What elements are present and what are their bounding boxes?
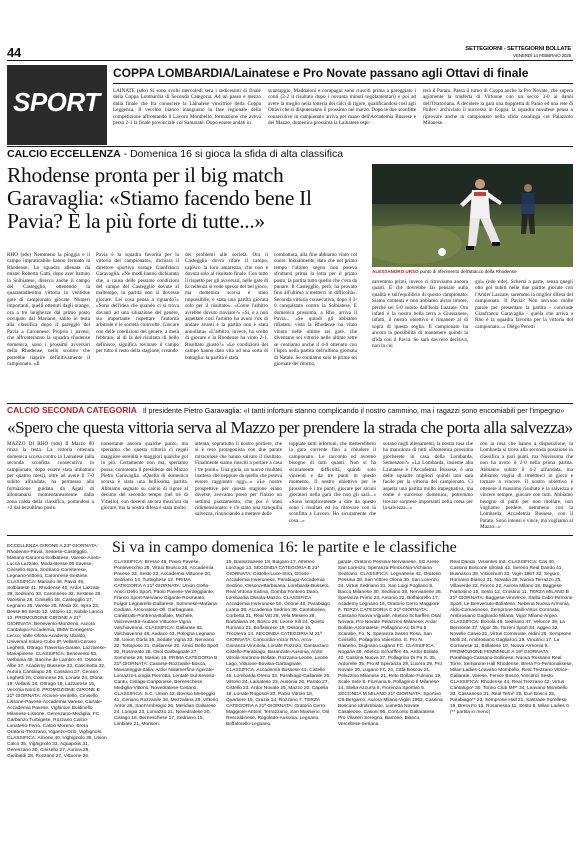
risultati-headline: Si va in campo domenica 16: le partite e le classifiche	[112, 539, 457, 556]
photo-caption-name: ALESSANDRO URSO	[372, 269, 419, 274]
sport-section-label: SPORT	[13, 87, 100, 117]
paper-name: SETTEGIORNI - SETTEGIORNI BOLLATE	[465, 46, 571, 52]
section-rule-2	[7, 403, 573, 404]
seconda-kicker-bold: CALCIO SECONDA CATEGORIA	[7, 405, 137, 415]
header-rule	[7, 60, 573, 61]
eccellenza-col-4: combattuta, alla fine abbiamo vinto col cuore. Inizialmente, dato che nel primo tempo l'ultimo segno non poteva sfruttarsi prima la lotta per il primo posto, la partita tutto quello che c'era da punare. Il Castegglio, però, ha provato fino all'ultimo a metterci in difficoltà». Seconda vittoria consecutiva, dopo il 3-0 conquistato contro la Solbiatese. E domenica prossima, a Rho, arriva il Pavia... «Se quindi gli abbiamo rifiatato, vista la Rhodense ha vinto vinuto nelle ultime sei gare, che diventano sei vittorie nelle ultime sette se contiamo anche il 4-0 ottenuto con l'Ispra nella partita dell'ultima giornata di Natale. Se contiamo solo le prime sei giornate del ritorno,	[274, 252, 357, 367]
eccellenza-col-3: dei problemi alle società. Ora il Castegglio dovrà rifare il campo, capisco la loro amarezza, che non è dovuta solo al risultato finale. Con tutto il rispetto per gli avversari, nelle gare di Eccellenza si vede spesso del bel gioco, ma domenica scorsa è stato impossibile, e stata una partita giocata solo per il risultato». «Come l'arbitro avrebbe dovuto rinviare?» «Sì, e a non aspettare così l'arbitro ha avuto l'ok di andare avanti e la partita non è stata annullata» «L'arbitro, invece, ha scelto di giocare e la Rhodense ha vinto 2-1. Risultato giusto?» «Le condizioni del campo hanno dato vita ad una sorta di battaglia: la partita è stata	[185, 252, 268, 361]
seconda-kicker-rest: Il presidente Pietro Garavaglia: «I tanti infortuni stanno complicando il nostro cammino, ma i ragazzi sono encomiabili per l'impegno»	[140, 406, 565, 415]
seconda-col-3: attenta, soprattutto il nostro portiere, che si è reso protagonista con due parate miracolose che hanno salvato il risultato. Finalmente siamo riusciti a portare a casa i tre punti». Una gioia, un nuovo risultato inatteso che neppure da quello che poteva essere raggiunto oggi...» «Le nostre prospettive per questa stagione erano diverse, avevamo preso per l'inizio un settimo piazzamento, che poi è stato ridimensionato; e c'è stato una tranquilla salvezza, rinunciando a mettere delle	[195, 441, 282, 518]
coppa-headline	[113, 66, 573, 80]
seconda-col-2: nonostante ancora qualche punto, ma speriamo che questa vittoria ci regali maggiore serenità e maggiori qualche gol in più. Certamente non ma, speriamo possa, commenta il presidente del Mazzo Pietro Garavaglia. «Quella di domenica scorsa è stata una bellissima partita. Abbiamo segnato su calcio di rigore al decimo del secondo tempo (nel tre di Vitiello), con docenti ancora mezz'ora da giocare, ma la nostra difesa è stata molto	[101, 441, 188, 512]
coppa-col-1: LAINATE (sdo) Si sono svolti mercoledì sera i sedicesimi di finale della Coppa Lombardia di Seconda Categoria. Ad un passo e mezzo dalla finale che fra conoscere la Lainatese vincitrice della Coppa Leggenza. Il vecchio bianco inanguono la fase regionale della competizione affrontando il Lavoro Mombello, formazione che aveva perso 2-1 la finale provinciale col Samaratè. Dopo essere andati in	[113, 88, 261, 127]
eccellenza-col-2: Pavia è la squadra favorita per la vittoria del campionato», dichiara il direttore sportivo orange Gianfranco Garavaglia. «Ne modi hanno dichiarato che, a causa delle pessime condizioni del campo del Castegglio dovute al maltempo, la partita non si dovesse giocare. Lei cosa pensa a riguardo?» «Sono dell'idea che quando ci si trova davanti ad una situazione del genere, sia importante rispettare l'autorità arbitrale e le società coinvolte. Giocare con delle condizioni del genere, a metà febbraio, al di là del risultato di bello definisce, significa rovinare il campo per tutto il resto della stagione, creando	[96, 252, 179, 355]
eccellenza-kicker-bold: CALCIO ECCELLENZA	[7, 148, 121, 160]
eccellenza-headline: Rhodense pronta per il big match Garavaglia: «Stiamo facendo bene Il Pavia? È la più forte di tutte...»	[7, 163, 312, 233]
seconda-col-4: toppiate tanti infortuni, che metterebbero la gara corrente fino a chiudere il campionato. Le racconto ed avremo bisogno di tutti quanti. Non si ha sicuramente difficoltà, quindi solo vincenti e da tre punti in questo momento. Il nostro obiettivo per le prossime è i tre punti, giocare per alcuni giocatori nella gara che non gli sarà...» «Sono semplicemente a dire da questo sono i risultati ed ha ritrovare con la sconfitta a Lavoro. Ho sicuramente che cosa...»	[289, 441, 376, 524]
risultati-col-5: Real Dando, Visiontes Ind. CLASSIFICA: Cas 40, Cassino Boscone Idrolab 42, Sereno Real Dando 41, Busnasco 38, Visionhum 33, Vigin 1967 32, Seguro, Romanio Bianco 31, Novatia 29, Nuova Terrazzo 25, Villaverde 22, Fiocco 22, Aurora Milano 18, Baggese Pantonino 15, Sesto 12, Crostino 11. TERZA MILANO B 21ª GIORNATA: Baggese-Vinnitrice, Stella Cabo-Pirmone Sport, Le Benvenuto-Bollatese, Nebena Nuova Armonia, Aldo-Comasinese, Semprone Malli-Virtus Coronata, Ambrosiano Gagliardo Milana, Vigor Milano-Argeo. CLASSIFICA: Bonola 48, Sedriano 47, Velocce 38, La Bennonte 37, Vigor 35, Torreni Sport 34, Aggeo 32, Novelle Calvio 31, Virtus Comonate, Aldini 25, Semprone Molli 24, Ambrosiano Gagliaroci 19, Vincitrici 17, La Cornarese 11, Bollatese 10, Nuova Armonia 9. PROMOZIONE FEMMINILE A 19ª GIORNATA: Parabiago-Cassano-Sollinese, Nuova Rossano Real Torre, Semprone Hall Rhodense, Brera Fo-Personalisese, Milan Ladies-Leavano Mombello, Real Trezzano Vitrice-Gallarate, Varese, Fenice Bosco, Vincitrici Sesto. CLASSIFICA: Rhodense 44, Real Trezzano 42, Virtus Cantalupo* 30, Torino Club MP* 34, Leavano Mombello 33, Cassanese 31, Real Terni* 28, Euri Bosco 25, Parabiago** 23, Semprone Hall 21, Sastrade Sorellese 19, Brera Fo 16, Rosanessa 11, Sesto 8, Milan Ladies 0. (** partita in meno)	[450, 560, 573, 715]
issue-date: VENERDÌ 14 FEBBRAIO 2025	[512, 53, 571, 58]
coppa-headline-bold: COPPA LOMBARDIA	[113, 66, 231, 80]
coppa-col-2: svantaggio, Maddaloni e compagni sono riusciti prima a pareggiare i conti (2-2 il risultato dopo i novanta minuti regolamentari) e poi ad avere la meglio nella lotteria dei calci di rigore, qualificandosi così agli Ottavi che si disputeranno il prossimo nel marzo. Dopo le due sconfitte consecutive in campionato arriva per mano dell'Accademia Bussese e del Mazzo, domenica prossima la Lainatese ospi-	[268, 88, 416, 127]
eccellenza-col-6: gol» (nde ride). Scherzi a parte, senza quegli otto gol subiti nelle due partite giocate con l'Amler Lazzate, saremmo la miglior difesa del campionato. Il Pavia? Non servono molte parole per presentare la partita - conclude Gianfranco Garavaglia - quella che arriva a Rho è la squadra favorita per la vittoria del campionato...» Diego Perotti	[475, 279, 573, 330]
seconda-headline: «Spero che questa vittoria serva al Mazzo per prendere la strada che porta alla salvezza»	[7, 418, 573, 437]
eccellenza-col-5: sarremmo primi, invece ci ritroviamo ancora quarti. E che dovrebbe far pensare sulla qualità e sull'equilibrio di questo campionato. Siamo contenti e non abbiamo alcun timore, perché sei 5-0 subito dall'Isola Lazzate. Ora infatti è la nostra bella terra a Giussanese, infatti, il nostro obiettivo è rimanere al di sopra di questa soglia. Il campionato ha ancora la possibilità di mantenere quindi la sfida con il Pavia. Se sarà davvero decisiva, non in cui	[372, 279, 468, 350]
photo-caption-text: punto di riferimento dell'attacco della Rhodense	[418, 269, 517, 274]
risultati-col-2: CLASSIFICA: Bresso 48, Paolo Pavese, Pontevecchio 26, Vittuo Brusco 25, Accademia Pavese 23, Sesto 22, Accademia Vittuone 20, Sedriano 14, Turbighese 12. PRIMA CATEGORIA A 21ª GIORNATA: Union Gorla-Amici Dello Sport, Paolo Pavese-Verdeggiante, Franco Sport-Nerviano Gigante-Rosmeato, Fulgor Legnarello-Gallarese, Sommese-Mariana-Cedrate, Arconatese-Oll. Garbagnate, Canistratti-Pontrena-Bollate, Michele, Valcrevestra-Audace Vittuone-Vigna Valchiavenna. CLASSIFICA: Gallarate 62, Valchiavenna 48, Audace 43, Pologna Legnano 38, Union Gorla 36, Sedate Vigna 33, Nerviano 32, Tottoposo 31, Gallarese 30, Amici Dello Sport 30, Rosmeato 28, Osol Garbagnate 27, Sommese 26, Marian 16. PRIMA CATEGORIA B 21ª GIORNATA: Casarse-Rozzanile-Bosca, Mavianeggia-Italia, Ardor Nalamerfino-Agerate-Lomazzo-Lonigia Pierrotta, Lentate Sul Seveso-Cantu, Cislago-Cariponese, Berneschese, Mediglia-Vittorio, Novedratese-Cesano. CLASSIFICA: S.C. Union 42, Bovisio Meneggio 41, Ceriano Rozzanile 36, Mezzalana 29, Vittorio Ardor 26, Sant'Ambrogio 26, Meridian Gallarese 24, Lonigia 23, Lomazzo 21, Novedratese 20, Cislago 18, Berneschese 17, Sedriano 15, Limbiate 21, Moriseri.	[114, 560, 219, 727]
section-rule-3	[7, 535, 573, 536]
seconda-col-6: con la rosa che hanno a disposizione, la Lombarda si trova alla seconda posizione in classifica a pari punti, ma Novissima che non ha avuto il 2-0 nella prima partita. Abbiamo subito il 4-2 all'andata, ma abbiamo voglia di rimetterci in gioco e tornare a vincere. Il nostro obiettivo è ottenere il massimo risultato e la salvezza e vincere sempre, giocare con tutti. Abbiamo bisogno di punti per non mollare, non vogliamo perdere, nemmeno con la Lombarda, Accademia Bussese, con il Parato. Sono intensi e vince, ma vogliamo al Mazzo...»	[480, 441, 573, 531]
page-header	[0, 0, 580, 60]
coppa-col-3: terà il Parato. Passa il turno di Coppa anche la Pro Novate, che supera agilmente la trasferta di Vittuone con un secco 3-0 ai danni dell'Oratoriana. A decidere la gara una doppietta di Panio ed una rete di Pullev: archiviato il successo in Coppa, la squadra novatese pensa a riprovare anche in campionato nella sfida casalinga col Palazzolo Milanese.	[423, 88, 573, 127]
page-number: 44	[7, 45, 22, 60]
eccellenza-kicker	[7, 148, 573, 160]
coppa-headline-rest: /Lainatese e Pro Novate passano agli Ottavi di finale	[231, 66, 529, 80]
risultati-col-1: ECCELLENZA GIRONE A 23ª GIORNATA: Rhodense-Pavia, Sestese-Castegglio, Mariano-Caronno-Solbiatese, Varese-Airolo-Lucca Lazzate, Moda-Besse 96 Savese, Cinisello-Ispra, Sedriano-Corniterese, Legnano-Vittorio, Caronnese-Sestese. CLASSIFICA: Mariano 48, Pavia 45, Solbiatese 41, Rhodense 40, Ardor Lazzate 39, Sedriano 33, Caronnese 32, Sestese 29, Varesina 28, Cinisello 28, Castegglio 27, Legnano 26, Varese 26, Moda 22, Ispra 23, Besse 96 Sesto 12, Vittorio 12, Nobile Lancio 12. PROMOZIONE GIRONE A 21ª GIORNATA: Benevento-Monzeno, Aurora Cantalupo-Accademia, BMW Cenegerro-Lecco, Valle Olona-Academy Ubaldo, Universal Solaro-Cubo IP, Vellanti-Cerano Leghetti, Ottrago Traversia-Garate, Lazzarese-Mariapinese. CLASSIFICA: Benevento 53, Verbania 48, Bacche de Lambro 40, Ossona Albe 37, Academy Bussese 33, Cascinetta 32, Aurora Cantalupo 28, Cassano 27, Cerano Leghetti 26, Colonnese 25, Lonate 24, Olona 19, Vellanti 18, Ottrago 18, Lazzarese 15, Vecchia Nord 8. PROMOZIONE GIRONE B 21ª GIORNATA: Alcione-Verdello, Cinisello Lissone-Pavese-Accademia Varese, Cairate-Accademia Pavese, Vighinion Boldinello Milanese-Lissone, Gerenzano-Mediglia, FC Garbanzo Turbigese, Rozzano Calcio-Lunaterio-Ferro, Calcio Moreno, Brera Oratorio-Trezzano, Viganzo-Orio, Vighignolo. CLASSIFICA: Alcione 40, Vighignolo 36, Union Calco 35, Vighignolo 33, Aquapolis 31, Gerenzano 30, Cinisello 27, Aurora 29, Garibaldi 28, Rozzano 27, Vittuone 26.	[7, 544, 107, 759]
seconda-col-1: MAZZO DI RHO (sdo) Il Mazzo 80 ritiza la testa. La vittoria ottenuta domenica scorsa contro la Lainatese (alla seconda sconfitta consecutiva in campionato, dopo essere stata imbattuta per quattro mesi), oltre ad avere il 7-0 subito all'andata, ha permesso alla formazione guidata da Agati di allontanarsi momentaneamente dalla zona calda della classifica, portandosi a +2 dal terzultimo posto.	[7, 441, 94, 512]
coppa-rule	[113, 83, 573, 84]
risultati-col-4: garate, Oratorio Pessina-Nervianese, SG Arese San Lorenzo, Speranza Pimocchia-Vichiana Sedriano. CLASSIFICA: Legnanese 42, Oratorio Pessina 38, San Vittore Olona 30, San Lorenzo 34, Virtus Sedriano 31, San Luigi Pogliano 8, Bacco Milanese 30, Sedriano 28, Nervianese 26, Speranza Primo 23, Antonio 22, Boffalorello 17, Academy Legnano 16, Oratorio Cerro Maggiore 8. TERZA CATEGORIA C 21ª GIORNATA: Cassano Nuova Vignate, Altetico Scharffen Osal Novara, Pro Novate Pelazzino Milanese, Ardor Bollate-Arconatese, Pollagrino Ac Di Pa 5 Scarabe, Fo, N. Speranza Sasso Rosa, San Cinisello, Pollagrino Valentino, S. Pro N. Rainerio, Dugnano Lugano FC. CLASSIFICA: Nogaria 48, Atletico Scharffen 45, Ardor Bollate 40, Cassina Nuova 37, Pollagrino Di Pa S. 35, Ardorelle 35, Pro M Speranza 29, Lucera 29, Pro Novate 30, Lugano FC 24, Città Boscov 21, Pelazzino Milanese 21, Rete Bollate-Fulmino 19, Scale Sete 8. Fiumana 9, Pollagrino Il Milanese 14, Stella Azzurra 8, Fiorenza Sportivo 5. SECONDA M MILANO 21ª GIORNATA: Sportivo C8-Bergamo, Aurora Milano-Viglin 1962, Cassina Boscone Idrolimbiate, Lumetta Novate Casaleone, Casoni 96, Concorso Gallaratese, Pro Vilaneri Seregno, Barrone, Bianco, Vercellese-Seriana.	[338, 560, 443, 727]
player-photo	[372, 164, 573, 267]
risultati-col-3: 15, Bareizzanese 18, Bulgaro 17, Alfetreo Lonzago 13. SECONDA CATEGORIA B 21ª GIORNATA: Cistello-Luce-Intra, Orione-Accademia Inverunese, Parabiago-Accademia Sedrino, Ossona-Barbaiana, Lombarda-Busseto, Real Vittona Sixtina, Gomba Fonteno Dario, Lombardia Ossola-Mazzo. CLASSIFICA: Accademia Inverunese 50, Orione 48, Parabiago Loana 38, Accademia Sedrino 39, Cantobolieo, Corbetta 31, Real Vitt 29, Vela Mesero 28, Barbaiana 24, Bosco 28, Leone Xill 24, Quinto Romano 21, Boffalorese 19, Ossona 16, Tricoterra 14. SECONDA CATEGORIA M 21ª GIORNATA: Concordia-Victor Rho, Arca-Gioranza-Vinnitola, Lonate Pozzolo, Cantanzaro Cistello-Parabiago, Baranzate-Ausonia, Ardor Vitrola-Saronno-Bollate, Rozzano-Leone, Leone Lago, Vittuone-Bovisia-Garbagnate. CLASSIFICA: Accademia Bussese 43, Cistello 45, Lombarda Oreno 33, Parabiago-Gallarate 26, Vittorio 24, Lainatese 23, Ausonia 26, Parato 27, Cistello 23, Ardor Novate 25, Mazzo 20, Capella 19, Lonate Rogosoli 20, Paolo Vitrolo 18, Quartiere 15, Grazia 14, Rozzano 7. TERZA CATEGORIA A 21ª GIORNATA: Oratorio Cerro Maggiore-Antoni, Terrazzano, San Masseno, Osl Rescaldinese, Rogoledo-Ausonia, Legnano, Boffalorello-Legnano.	[226, 560, 331, 727]
seconda-kicker	[7, 405, 573, 415]
photo-caption	[372, 269, 573, 275]
seconda-col-5: sorano negli allenamenti, la nostra rosa che ha mancanza di tutti «Domenica prossima giocherete in casa della Lombarda, Semenzon?» «La Lombarda, insieme alla Lainatese e l'Accademia Bussese, è una delle squadre migliori quindi non sarà facile per la vittoria del campionato. Ci aspetta una partita molto impegnativa, ma come è successo domenica, potremmo trovare sorprese importanti nella corsa per la salvezza...»	[383, 441, 473, 512]
section-rule-1	[7, 146, 573, 147]
photo-illustration	[372, 164, 573, 267]
eccellenza-col-1: RHO (sdo) Nemmeno la pioggia e il campo impraticabile hanno fermato la Rhodense. La squadra allenata da mister Roberto Gatti, dopo aver battuto la Solbiatese, disecca anche il campo del Castegglio, ottenendo la quarantadiesima vittoria in ventidue gare di campionato giocate. Numeri importanti, quelli ottenuti dagli orange, ora a tre lunghezze dal primo posto occupato dal Mariano, salito in testa alla classifica dopo il pareggio del Pavia a Caronnese. Proprio i pavesi, che affronteranno la squadra rhodense domenica, sono i prossimi avversari della Rhodense, nello scontro che potrebbe riaprire definitivamente il campionato. «Il	[7, 252, 90, 367]
eccellenza-kicker-rest: - Domenica 16 si gioca la sfida di alta classifica	[120, 148, 344, 160]
sport-section-box	[7, 65, 107, 145]
